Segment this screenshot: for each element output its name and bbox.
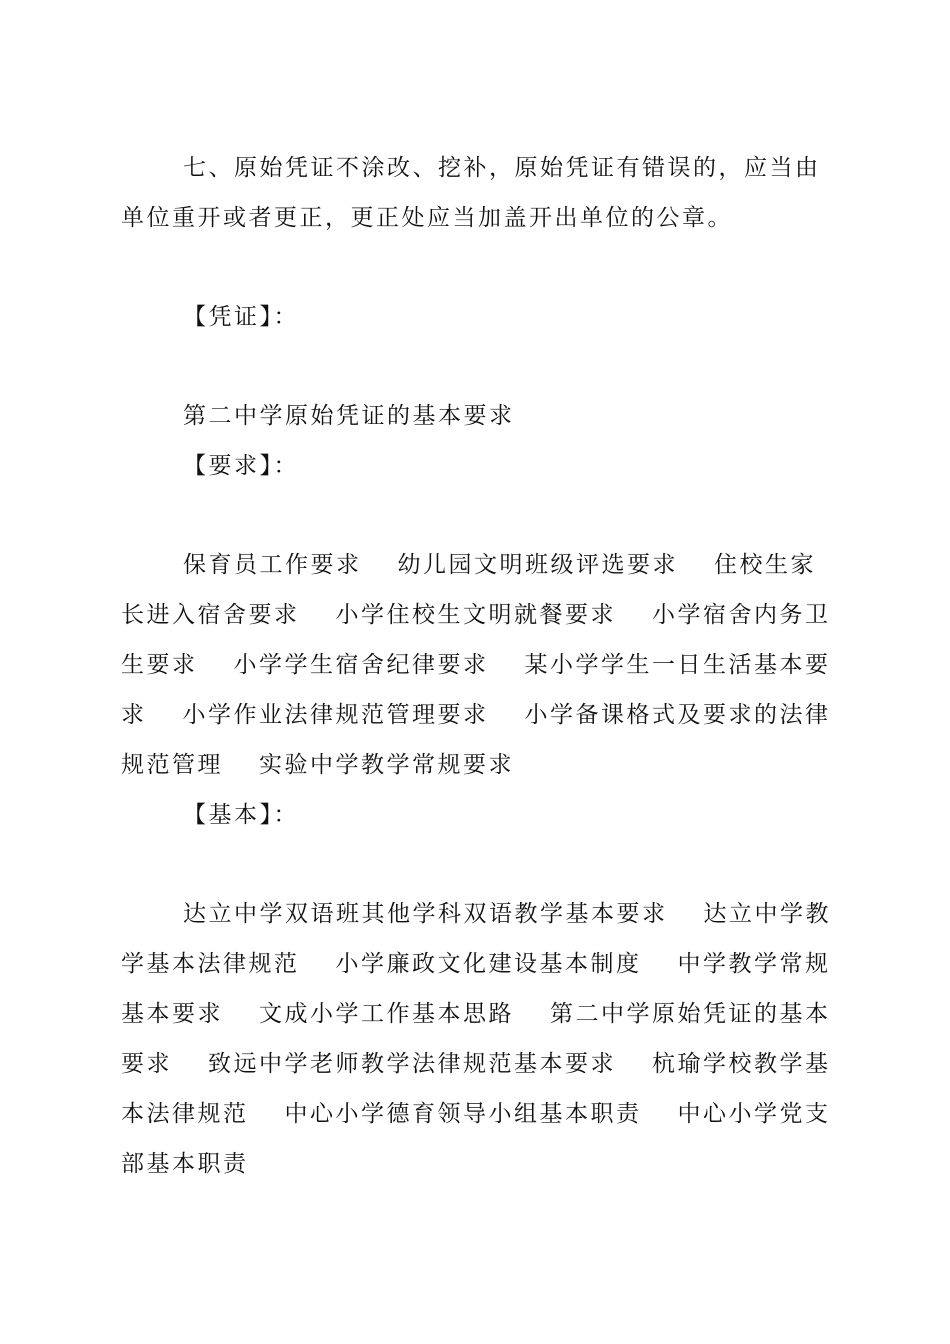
basic-item[interactable]: 文成小学工作基本思路 bbox=[259, 1001, 514, 1027]
basic-item[interactable]: 中心小学德育领导小组基本职责 bbox=[284, 1101, 642, 1127]
requirement-heading: 【要求】： bbox=[183, 453, 299, 479]
voucher-heading: 【凭证】： bbox=[183, 304, 299, 330]
basic-item[interactable]: 达立中学教学基本法律规范 bbox=[121, 901, 831, 977]
requirement-item[interactable]: 小学宿舍内务卫生要求 bbox=[121, 602, 831, 678]
basic-item[interactable]: 中学教学常规基本要求 bbox=[121, 951, 831, 1027]
basic-item[interactable]: 中心小学党支部基本职责 bbox=[121, 1101, 831, 1177]
basic-item[interactable]: 小学廉政文化建设基本制度 bbox=[335, 951, 642, 977]
basic-heading: 【基本】： bbox=[183, 802, 299, 828]
requirement-item[interactable]: 住校生家长进入宿舍要求 bbox=[121, 552, 816, 628]
requirement-item[interactable]: 小学住校生文明就餐要求 bbox=[335, 602, 616, 628]
requirement-item[interactable]: 幼儿园文明班级评选要求 bbox=[397, 552, 678, 578]
clause-seven-paragraph: 七、原始凭证不涂改、挖补，原始凭证有错误的，应当由单位重开或者更正，更正处应当加盖开出单位的公章。 bbox=[121, 155, 821, 231]
requirement-item[interactable]: 实验中学教学常规要求 bbox=[259, 752, 514, 778]
requirement-item[interactable]: 某小学学生一日生活基本要求 bbox=[121, 652, 831, 728]
basic-item[interactable]: 达立中学双语班其他学科双语教学基本要求 bbox=[183, 901, 668, 927]
basic-item[interactable]: 致远中学老师教学法律规范基本要求 bbox=[208, 1051, 616, 1077]
requirement-item[interactable]: 小学作业法律规范管理要求 bbox=[182, 702, 489, 728]
requirement-list bbox=[121, 540, 833, 790]
basic-item[interactable]: 第二中学原始凭证的基本要求 bbox=[121, 1001, 831, 1077]
requirement-item[interactable]: 小学学生宿舍纪律要求 bbox=[233, 652, 489, 678]
requirement-item[interactable]: 保育员工作要求 bbox=[183, 552, 362, 578]
basic-list bbox=[121, 889, 833, 1189]
requirement-item[interactable]: 小学备课格式及要求的法律规范管理 bbox=[121, 702, 831, 778]
subject-title: 第二中学原始凭证的基本要求 bbox=[183, 403, 515, 429]
basic-item[interactable]: 杭瑜学校教学基本法律规范 bbox=[121, 1051, 831, 1127]
